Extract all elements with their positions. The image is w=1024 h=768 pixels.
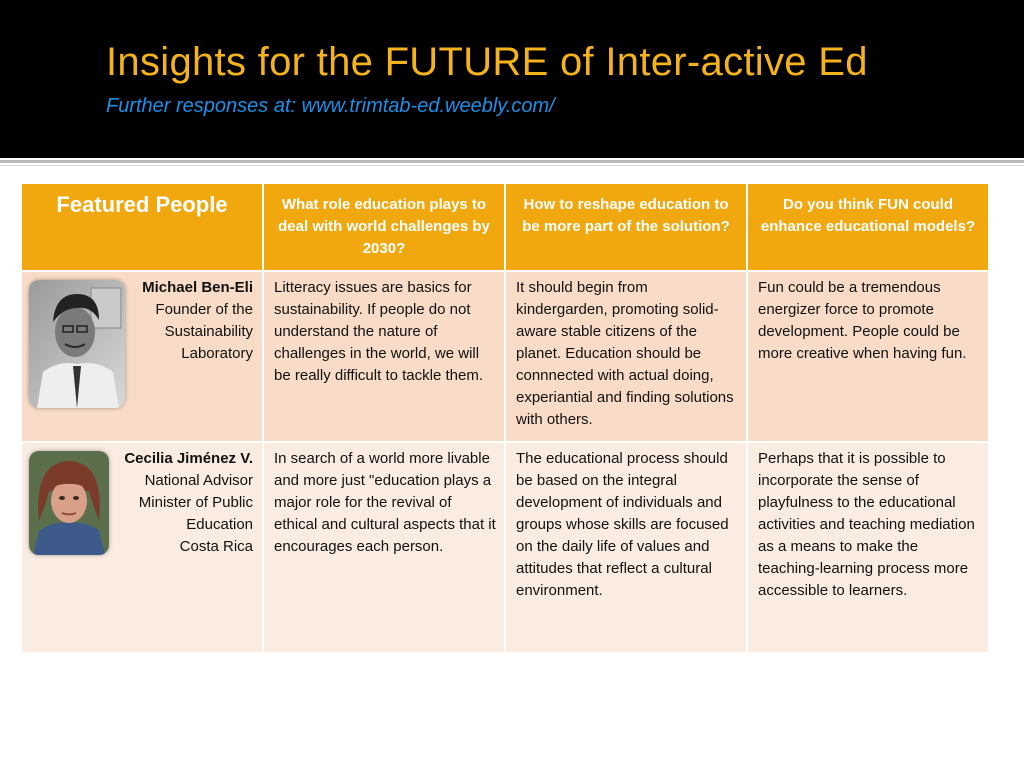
divider-line <box>0 160 1024 163</box>
person-role-line: Education <box>186 516 253 533</box>
slide-subtitle: Further responses at: www.trimtab-ed.weebly.com/ <box>106 95 555 117</box>
table-header-row <box>21 183 989 271</box>
person-name: Cecilia Jiménez V. <box>124 450 253 467</box>
person-cell <box>21 442 263 653</box>
header-featured-people: Featured People <box>21 183 263 271</box>
table-row <box>21 442 989 653</box>
table-row <box>21 271 989 442</box>
header-question-reshape: How to reshape education to be more part of the solution? <box>505 183 747 271</box>
person-role-line: Minister of Public <box>138 494 253 511</box>
divider-line-thin <box>0 165 1024 166</box>
person-role-line: Sustainability <box>164 323 253 340</box>
answer-fun-cell: Fun could be a tremendous energizer force to promote development. People could be more creative when having fun. <box>747 271 989 442</box>
person-info <box>103 277 253 365</box>
person-role-line: Founder of the <box>155 301 253 318</box>
person-role-line: National Advisor <box>144 472 253 489</box>
header-question-role: What role education plays to deal with world challenges by 2030? <box>263 183 505 271</box>
answer-reshape-cell: It should begin from kindergarden, promoting solid-aware stable citizens of the planet. Education should be connnected with actual doing, experiantial and finding solutions with others. <box>505 271 747 442</box>
slide-header <box>0 0 1024 158</box>
header-question-fun: Do you think FUN could enhance educational models? <box>747 183 989 271</box>
answer-role-cell: Litteracy issues are basics for sustainability. If people do not understand the nature of challenges in the world, we will be really difficult to tackle them. <box>263 271 505 442</box>
person-name: Michael Ben-Eli <box>142 279 253 296</box>
person-cell <box>21 271 263 442</box>
portrait-photo-cecilia <box>29 451 109 555</box>
slide-title: Insights for the FUTURE of Inter-active Ed <box>106 40 868 84</box>
featured-people-table <box>20 182 990 654</box>
answer-fun-cell: Perhaps that it is possible to incorporate the sense of playfulness to the educational activities and teaching mediation as a means to make the teaching-learning process more accessible to learners. <box>747 442 989 653</box>
answer-role-cell: In search of a world more livable and more just "education plays a major role for the revival of ethical and cultural aspects that it encourages each person. <box>263 442 505 653</box>
answer-reshape-cell: The educational process should be based on the integral development of individuals and groups whose skills are focused on the daily life of values and attitudes that reflect a cultural environment. <box>505 442 747 653</box>
person-role-line: Costa Rica <box>179 538 253 555</box>
person-info <box>103 448 253 558</box>
person-role-line: Laboratory <box>181 345 253 362</box>
